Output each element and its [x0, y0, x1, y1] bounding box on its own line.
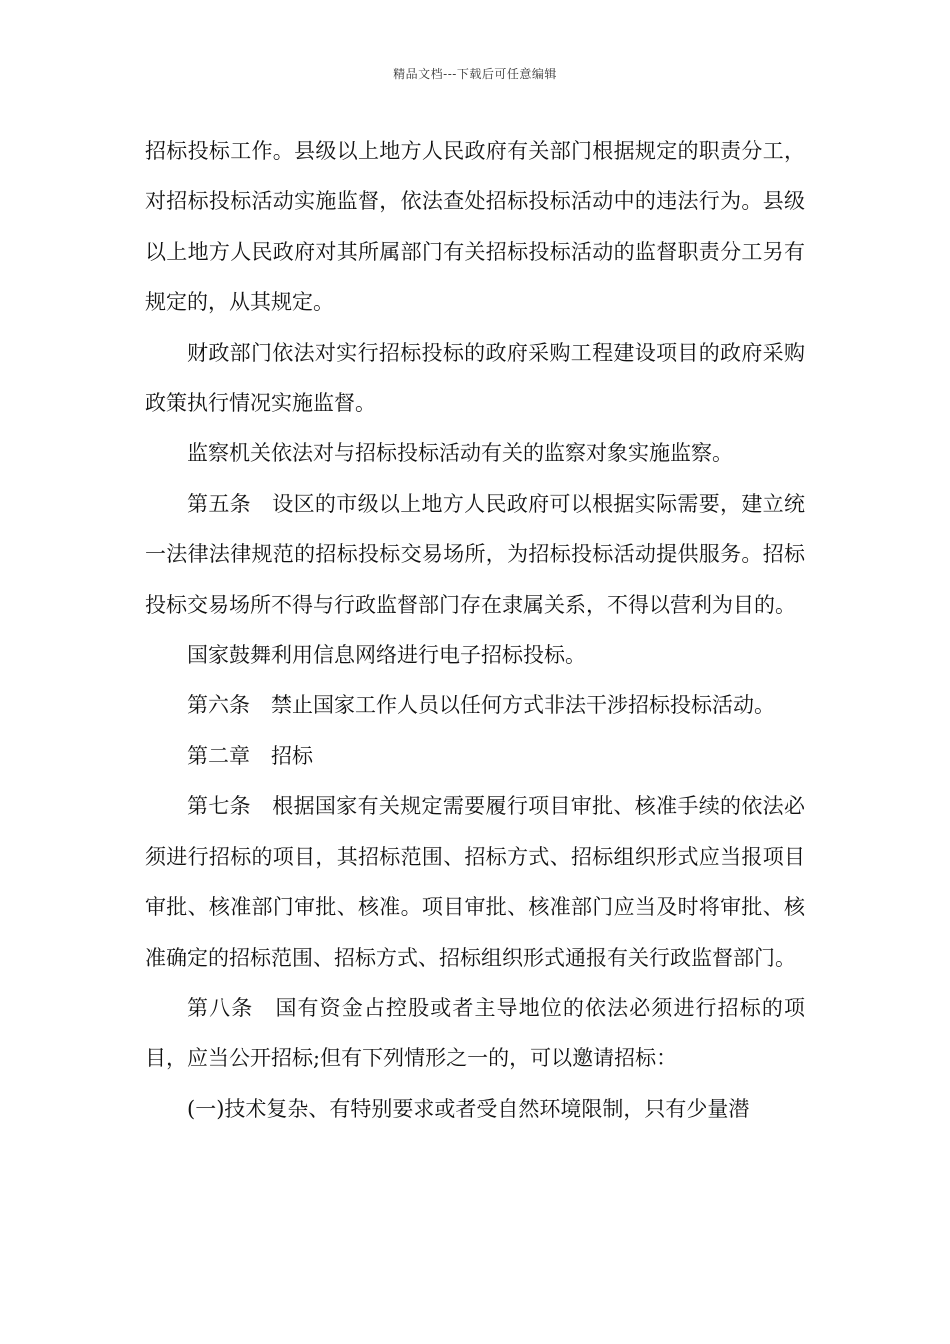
paragraph: 第五条 设区的市级以上地方人民政府可以根据实际需要，建立统一法律法律规范的招标投标交易场所，为招标投标活动提供服务。招标投标交易场所不得与行政监督部门存在隶属关系，不得以营利为目的。: [145, 491, 805, 617]
paragraph: 招标投标工作。县级以上地方人民政府有关部门根据规定的职责分工，对招标投标活动实施监督，依法查处招标投标活动中的违法行为。县级以上地方人民政府对其所属部门有关招标投标活动的监督职责分工另有规定的，从其规定。: [145, 139, 805, 315]
paragraph: 第七条 根据国家有关规定需要履行项目审批、核准手续的依法必须进行招标的项目，其招标范围、招标方式、招标组织形式应当报项目审批、核准部门审批、核准。项目审批、核准部门应当及时将审批、核准确定的招标范围、招标方式、招标组织形式通报有关行政监督部门。: [145, 794, 805, 970]
paragraph: 国家鼓舞利用信息网络进行电子招标投标。: [187, 643, 586, 668]
page-header: 精品文档---下载后可任意编辑: [393, 67, 557, 81]
paragraph: 财政部门依法对实行招标投标的政府采购工程建设项目的政府采购政策执行情况实施监督。: [145, 340, 805, 416]
paragraph: 第八条 国有资金占控股或者主导地位的依法必须进行招标的项目，应当公开招标;但有下列情形之一的，可以邀请招标：: [145, 995, 805, 1071]
chapter-heading: 第二章 招标: [187, 743, 313, 768]
paragraph: (一)技术复杂、有特别要求或者受自然环境限制，只有少量潜: [187, 1096, 750, 1121]
paragraph: 监察机关依法对与招标投标活动有关的监察对象实施监察。: [187, 441, 733, 466]
paragraph: 第六条 禁止国家工作人员以任何方式非法干涉招标投标活动。: [187, 693, 775, 718]
document-body: [145, 126, 805, 1134]
